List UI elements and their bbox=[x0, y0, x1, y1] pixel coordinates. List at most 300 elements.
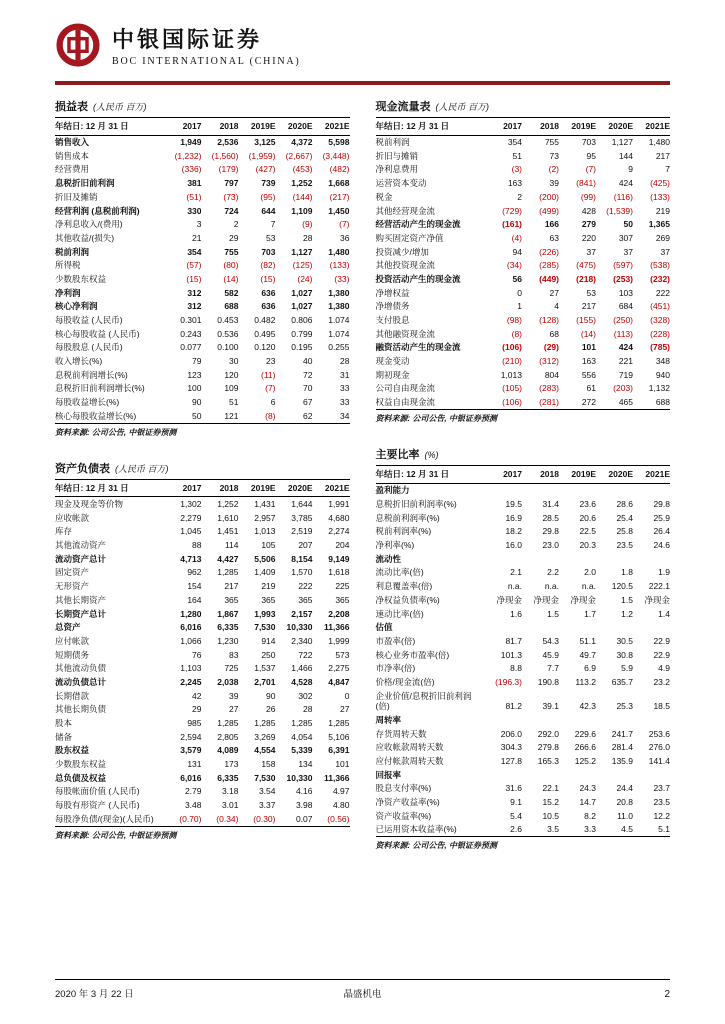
cell-value: (841) bbox=[576, 178, 596, 189]
cell-value: 1.074 bbox=[328, 328, 350, 339]
table-row bbox=[55, 593, 350, 607]
cell-value: 269 bbox=[655, 232, 670, 243]
cell-value: 1.2 bbox=[621, 608, 633, 619]
cell-value: 2,536 bbox=[217, 137, 239, 148]
cell-value: (0.30) bbox=[253, 813, 276, 824]
cell-value: 644 bbox=[261, 205, 276, 216]
cell-value: 127.8 bbox=[500, 755, 522, 766]
year-column-header: 2017 bbox=[503, 121, 522, 131]
cell-value: (11) bbox=[261, 369, 276, 380]
table-row bbox=[376, 741, 671, 755]
row-label: 流动性 bbox=[375, 553, 402, 564]
cell-value: 962 bbox=[187, 567, 202, 578]
cell-value: 50 bbox=[192, 410, 202, 421]
cell-value: 3,785 bbox=[291, 512, 313, 523]
cell-value: 27 bbox=[229, 704, 239, 715]
cell-value: 1,570 bbox=[291, 567, 313, 578]
cell-value: 5,339 bbox=[291, 745, 313, 756]
table-row bbox=[376, 525, 671, 539]
page-footer bbox=[55, 979, 670, 1000]
cell-value: 3.48 bbox=[184, 800, 202, 811]
row-label: 应收帐款周转天数 bbox=[375, 742, 444, 753]
cell-value: 1,380 bbox=[328, 301, 350, 312]
ratio-section-row bbox=[376, 621, 671, 635]
cell-value: 45.9 bbox=[542, 649, 559, 660]
cell-value: 1,252 bbox=[291, 178, 313, 189]
cell-value: 20.8 bbox=[616, 796, 633, 807]
cell-value: 1,285 bbox=[254, 718, 276, 729]
source-note: 资料来源: 公司公告, 中银证券预测 bbox=[375, 414, 497, 424]
row-label: 净增债务 bbox=[375, 301, 410, 312]
cell-value: 8.8 bbox=[510, 663, 522, 674]
table-row bbox=[55, 177, 350, 191]
cell-value: 1,949 bbox=[180, 137, 202, 148]
cell-value: n.a. bbox=[544, 581, 559, 592]
row-label: 净利息费用 bbox=[375, 164, 419, 175]
table-row bbox=[55, 812, 350, 826]
cell-value: 1,013 bbox=[500, 369, 522, 380]
cell-value: (1,232) bbox=[174, 150, 202, 161]
year-column-header: 2018 bbox=[219, 482, 239, 493]
cell-value: 3.98 bbox=[295, 800, 313, 811]
cell-value: 1,103 bbox=[180, 663, 202, 674]
cell-value: 166 bbox=[544, 219, 559, 230]
cell-value: 635.7 bbox=[611, 676, 633, 687]
cell-value: 3,579 bbox=[180, 745, 202, 756]
year-column-header: 2017 bbox=[182, 482, 202, 493]
row-label: 现金变动 bbox=[375, 356, 410, 367]
cell-value: 120.5 bbox=[611, 581, 633, 592]
cell-value: 5.1 bbox=[658, 824, 670, 835]
cell-value: (34) bbox=[506, 260, 522, 271]
table-row bbox=[55, 396, 350, 410]
cell-value: (729) bbox=[502, 205, 522, 216]
balance-sheet-table bbox=[55, 479, 350, 827]
cell-value: (113) bbox=[613, 328, 633, 339]
cell-value: 144 bbox=[618, 150, 633, 161]
cell-value: 365 bbox=[224, 594, 239, 605]
table-row bbox=[376, 149, 671, 163]
cell-value: 276.0 bbox=[648, 742, 670, 753]
cell-value: 6,335 bbox=[217, 772, 239, 783]
table-row bbox=[376, 782, 671, 796]
row-label: 息税前利润率(%) bbox=[375, 512, 440, 523]
cell-value: 1,230 bbox=[217, 635, 239, 646]
cell-value: 330 bbox=[187, 205, 202, 216]
cell-value: 7,530 bbox=[254, 622, 276, 633]
row-label: 总负债及权益 bbox=[55, 772, 107, 783]
row-label: 价格/现金流(倍) bbox=[375, 676, 435, 687]
cell-value: 净现金 bbox=[644, 594, 670, 605]
cell-value: 105 bbox=[261, 540, 276, 551]
year-column-header: 2021E bbox=[324, 121, 350, 131]
cell-value: 4 bbox=[554, 301, 559, 312]
row-label: 每股净负债/(现金)(人民币) bbox=[55, 813, 154, 824]
row-label: 所得税 bbox=[55, 260, 81, 271]
source-note: 资料来源: 公司公告, 中银证券预测 bbox=[375, 841, 497, 851]
cell-value: 220 bbox=[581, 232, 596, 243]
income-statement-section bbox=[55, 98, 350, 438]
cell-value: 22.9 bbox=[653, 649, 670, 660]
row-label: 周转率 bbox=[375, 714, 402, 725]
cell-value: 158 bbox=[261, 759, 276, 770]
cell-value: 5.4 bbox=[510, 810, 522, 821]
year-column-header: 2020E bbox=[287, 482, 313, 493]
cell-value: 141.4 bbox=[648, 755, 670, 766]
row-label: 其他流动资产 bbox=[55, 540, 107, 551]
table-row bbox=[55, 149, 350, 163]
brand-name-en: BOC INTERNATIONAL (CHINA) bbox=[112, 55, 301, 67]
cell-value: 221 bbox=[618, 356, 633, 367]
cell-value: 2,208 bbox=[328, 608, 350, 619]
row-label: 息税折旧前利润 bbox=[55, 178, 115, 189]
year-column-header: 2019E bbox=[250, 121, 276, 131]
cell-value: 37 bbox=[660, 246, 670, 257]
cell-value: 29 bbox=[192, 704, 202, 715]
cell-value: 0.806 bbox=[291, 315, 313, 326]
table-row bbox=[55, 327, 350, 341]
cell-value: 7 bbox=[270, 219, 276, 230]
row-label: 无形资产 bbox=[55, 581, 90, 592]
table-row bbox=[55, 286, 350, 300]
cell-value: 4,427 bbox=[217, 553, 239, 564]
cell-value: 62 bbox=[303, 410, 313, 421]
cell-value: 1 bbox=[517, 301, 522, 312]
cell-value: 23.0 bbox=[542, 540, 559, 551]
report-date: 2020 年 3 月 22 日 bbox=[55, 989, 134, 1000]
cell-value: 净现金 bbox=[533, 594, 559, 605]
table-row bbox=[55, 552, 350, 566]
row-label: 应收帐款 bbox=[55, 512, 90, 523]
cell-value: 9,149 bbox=[328, 553, 350, 564]
table-row bbox=[376, 727, 671, 741]
cell-value: 6,335 bbox=[217, 622, 239, 633]
cell-value: 465 bbox=[618, 397, 633, 408]
row-label: 净利润 bbox=[55, 287, 81, 298]
cell-value: 1,409 bbox=[254, 567, 276, 578]
table-row bbox=[376, 593, 671, 607]
row-label: 核心业务市盈率(倍) bbox=[375, 649, 450, 660]
year-column-header: 2017 bbox=[503, 469, 522, 480]
row-label: 核心每股收益 (人民币) bbox=[55, 328, 140, 339]
row-label: 公司自由现金流 bbox=[375, 383, 436, 394]
cell-value: 51 bbox=[229, 397, 239, 408]
table-row bbox=[376, 511, 671, 525]
cell-value: 4.97 bbox=[332, 786, 350, 797]
table-row bbox=[55, 259, 350, 273]
cell-value: 净现金 bbox=[570, 594, 596, 605]
cell-value: (8) bbox=[265, 410, 276, 421]
table-row bbox=[376, 355, 671, 369]
row-label: 少数股东权益 bbox=[55, 273, 107, 284]
cell-value: 6,391 bbox=[328, 745, 350, 756]
cell-value: (3,448) bbox=[322, 150, 350, 161]
row-label: 期初现金 bbox=[375, 369, 410, 380]
year-column-header: 2018 bbox=[540, 469, 559, 480]
cell-value: 190.8 bbox=[537, 676, 559, 687]
cell-value: 95 bbox=[586, 150, 596, 161]
cell-value: 114 bbox=[224, 540, 239, 551]
cell-value: (179) bbox=[218, 164, 239, 175]
cell-value: 1,618 bbox=[328, 567, 350, 578]
cell-value: (7) bbox=[339, 219, 350, 230]
right-column bbox=[376, 98, 671, 873]
cell-value: (538) bbox=[650, 260, 670, 271]
cell-value: 2,701 bbox=[254, 676, 276, 687]
cell-value: 2.1 bbox=[510, 567, 522, 578]
cell-value: 20.6 bbox=[579, 512, 596, 523]
table-row bbox=[376, 539, 671, 553]
cell-value: (283) bbox=[539, 383, 559, 394]
cell-value: 272 bbox=[581, 397, 596, 408]
row-label: 长期借款 bbox=[55, 690, 90, 701]
ratio-section-row bbox=[376, 713, 671, 727]
cell-value: 1.074 bbox=[328, 315, 350, 326]
cell-value: 39 bbox=[549, 178, 559, 189]
ratio-section-row bbox=[376, 484, 671, 498]
cell-value: 7.7 bbox=[547, 663, 559, 674]
cell-value: (9) bbox=[302, 219, 313, 230]
row-label: 核心每股收益增长(%) bbox=[55, 410, 137, 421]
report-header bbox=[55, 22, 670, 73]
table-row bbox=[376, 313, 671, 327]
cell-value: 24.3 bbox=[579, 783, 596, 794]
row-label: 每股有形资产 (人民币) bbox=[55, 800, 140, 811]
cell-value: (449) bbox=[539, 273, 559, 284]
cell-value: 18.5 bbox=[653, 701, 670, 712]
cell-value: 88 bbox=[192, 540, 202, 551]
cell-value: 365 bbox=[298, 594, 313, 605]
row-label: 其他长期负债 bbox=[55, 704, 107, 715]
cell-value: 120 bbox=[224, 369, 239, 380]
cell-value: 0.195 bbox=[291, 342, 313, 353]
cell-value: 12.2 bbox=[653, 810, 670, 821]
row-label: 净权益负债率(%) bbox=[375, 594, 440, 605]
cell-value: 206.0 bbox=[500, 728, 522, 739]
cell-value: 23.5 bbox=[616, 540, 633, 551]
year-end-label: 年结日: 12 月 31 日 bbox=[55, 482, 129, 493]
cell-value: (51) bbox=[186, 191, 202, 202]
cell-value: 582 bbox=[224, 287, 239, 298]
row-label: 净利率(%) bbox=[375, 540, 415, 551]
cell-value: 4,847 bbox=[328, 676, 350, 687]
cell-value: 34 bbox=[340, 410, 350, 421]
cell-value: 1,610 bbox=[217, 512, 239, 523]
cell-value: (427) bbox=[255, 164, 276, 175]
cell-value: 22.9 bbox=[653, 635, 670, 646]
cell-value: (82) bbox=[260, 260, 276, 271]
cell-value: (499) bbox=[539, 205, 559, 216]
row-label: 流动负债总计 bbox=[55, 676, 107, 687]
cell-value: 0.077 bbox=[180, 342, 202, 353]
cell-value: 101 bbox=[335, 759, 350, 770]
key-ratios-table bbox=[376, 465, 671, 837]
cell-value: 72 bbox=[303, 369, 313, 380]
table-row bbox=[55, 497, 350, 511]
cell-value: 985 bbox=[187, 718, 202, 729]
cell-value: 90 bbox=[192, 397, 202, 408]
cell-value: 0.301 bbox=[180, 315, 202, 326]
row-label: 运营资本变动 bbox=[375, 178, 427, 189]
year-column-header: 2018 bbox=[540, 121, 559, 131]
table-row bbox=[55, 744, 350, 758]
cell-value: (2,667) bbox=[285, 150, 313, 161]
cell-value: 101 bbox=[581, 342, 596, 353]
cell-value: 3,125 bbox=[254, 137, 276, 148]
cell-value: (232) bbox=[650, 273, 670, 284]
year-end-label: 年结日: 12 月 31 日 bbox=[55, 121, 129, 131]
table-row bbox=[55, 607, 350, 621]
cell-value: 135.9 bbox=[611, 755, 633, 766]
cell-value: 755 bbox=[224, 246, 239, 257]
cell-value: 23.2 bbox=[653, 676, 670, 687]
cell-value: 2 bbox=[517, 191, 522, 202]
row-label: 每股帐面价值 (人民币) bbox=[55, 786, 140, 797]
cell-value: 8.2 bbox=[584, 810, 596, 821]
cell-value: 1.4 bbox=[658, 608, 670, 619]
cell-value: 1,127 bbox=[291, 246, 313, 257]
cell-value: 217 bbox=[581, 301, 596, 312]
cell-value: 2.6 bbox=[510, 824, 522, 835]
row-label: 收入增长(%) bbox=[55, 356, 103, 367]
cell-value: 163 bbox=[581, 356, 596, 367]
table-row bbox=[55, 525, 350, 539]
cell-value: 1,999 bbox=[328, 635, 350, 646]
cell-value: (328) bbox=[650, 315, 670, 326]
cell-value: 688 bbox=[224, 301, 239, 312]
cell-value: 29.8 bbox=[542, 526, 559, 537]
cell-value: 94 bbox=[512, 246, 522, 257]
table-row bbox=[55, 355, 350, 369]
key-ratios-unit-note: (%) bbox=[424, 450, 439, 461]
cell-value: 4,713 bbox=[180, 553, 202, 564]
cell-value: (155) bbox=[576, 315, 596, 326]
cell-value: 0.07 bbox=[295, 813, 313, 824]
cell-value: 31.4 bbox=[542, 499, 559, 510]
cell-value: (597) bbox=[613, 260, 633, 271]
cell-value: 219 bbox=[655, 205, 670, 216]
cell-value: 6,016 bbox=[180, 622, 202, 633]
cell-value: 1,991 bbox=[328, 499, 350, 510]
table-row bbox=[376, 809, 671, 823]
cell-value: (217) bbox=[329, 191, 350, 202]
cell-value: 2,157 bbox=[291, 608, 313, 619]
cell-value: (57) bbox=[186, 260, 202, 271]
cell-value: 1.5 bbox=[621, 594, 633, 605]
cell-value: 11,366 bbox=[323, 772, 350, 783]
cell-value: (451) bbox=[650, 301, 670, 312]
row-label: 短期债务 bbox=[55, 649, 90, 660]
balance-sheet-section bbox=[55, 460, 350, 841]
cell-value: (253) bbox=[613, 273, 633, 284]
cell-value: 1.7 bbox=[584, 608, 596, 619]
cell-value: (425) bbox=[650, 178, 670, 189]
cell-value: 7,530 bbox=[254, 772, 276, 783]
cell-value: 2,594 bbox=[180, 731, 202, 742]
cell-value: 18.2 bbox=[505, 526, 522, 537]
row-label: 净资产收益率(%) bbox=[375, 796, 440, 807]
cell-value: 23.7 bbox=[653, 783, 670, 794]
cell-value: 21 bbox=[192, 232, 202, 243]
cell-value: (105) bbox=[502, 383, 522, 394]
row-label: 流动资产总计 bbox=[55, 553, 107, 564]
table-row bbox=[55, 231, 350, 245]
cell-value: 354 bbox=[507, 137, 522, 148]
year-column-header: 2021E bbox=[324, 482, 350, 493]
cell-value: 26.4 bbox=[653, 526, 670, 537]
cell-value: 24.4 bbox=[616, 783, 633, 794]
cell-value: 1.5 bbox=[547, 608, 559, 619]
cell-value: 219 bbox=[261, 581, 276, 592]
cell-value: 217 bbox=[224, 581, 239, 592]
cell-value: 7 bbox=[665, 164, 670, 175]
cell-value: 1,668 bbox=[328, 178, 350, 189]
cell-value: 0 bbox=[517, 287, 522, 298]
cell-value: 755 bbox=[544, 137, 559, 148]
table-row bbox=[55, 409, 350, 423]
cell-value: 50 bbox=[623, 219, 633, 230]
cell-value: 241.7 bbox=[611, 728, 633, 739]
cell-value: 42 bbox=[192, 690, 202, 701]
table-row bbox=[376, 327, 671, 341]
table-row bbox=[376, 259, 671, 273]
cell-value: 688 bbox=[655, 397, 670, 408]
cell-value: 3,269 bbox=[254, 731, 276, 742]
cell-value: 253.6 bbox=[648, 728, 670, 739]
cell-value: 3.5 bbox=[547, 824, 559, 835]
cell-value: 1,027 bbox=[291, 287, 313, 298]
cell-value: 16.0 bbox=[505, 540, 522, 551]
cell-value: 573 bbox=[335, 649, 350, 660]
table-row bbox=[376, 177, 671, 191]
cell-value: n.a. bbox=[507, 581, 522, 592]
cell-value: 6,016 bbox=[180, 772, 202, 783]
table-row bbox=[376, 190, 671, 204]
table-row bbox=[55, 218, 350, 232]
cell-value: 1,867 bbox=[217, 608, 239, 619]
row-label: 市盈率(倍) bbox=[375, 635, 416, 646]
row-label: 每股股息 (人民币) bbox=[55, 342, 123, 353]
row-label: 其他经营现金流 bbox=[375, 205, 436, 216]
cell-value: 2,279 bbox=[180, 512, 202, 523]
cell-value: 3.54 bbox=[258, 786, 276, 797]
cell-value: 27 bbox=[340, 704, 350, 715]
cell-value: 0.243 bbox=[180, 328, 202, 339]
cell-value: 312 bbox=[187, 301, 202, 312]
cell-value: (14) bbox=[580, 328, 596, 339]
cell-value: 73 bbox=[549, 150, 559, 161]
cell-value: 1,132 bbox=[648, 383, 670, 394]
table-row bbox=[376, 163, 671, 177]
cell-value: 304.3 bbox=[500, 742, 522, 753]
cell-value: 365 bbox=[335, 594, 350, 605]
cell-value: 302 bbox=[298, 690, 313, 701]
cell-value: (106) bbox=[502, 342, 522, 353]
row-label: 核心净利润 bbox=[55, 301, 98, 312]
table-row bbox=[55, 785, 350, 799]
cell-value: 1,127 bbox=[611, 137, 633, 148]
cell-value: 68 bbox=[549, 328, 559, 339]
table-header-row bbox=[55, 479, 350, 498]
source-note: 资料来源: 公司公告, 中银证券预测 bbox=[55, 830, 177, 840]
table-row bbox=[55, 511, 350, 525]
cell-value: 207 bbox=[298, 540, 313, 551]
table-row bbox=[55, 758, 350, 772]
cell-value: 5,106 bbox=[328, 731, 350, 742]
cell-value: 163 bbox=[507, 178, 522, 189]
cell-value: 24.6 bbox=[653, 540, 670, 551]
cell-value: 1,431 bbox=[254, 499, 276, 510]
